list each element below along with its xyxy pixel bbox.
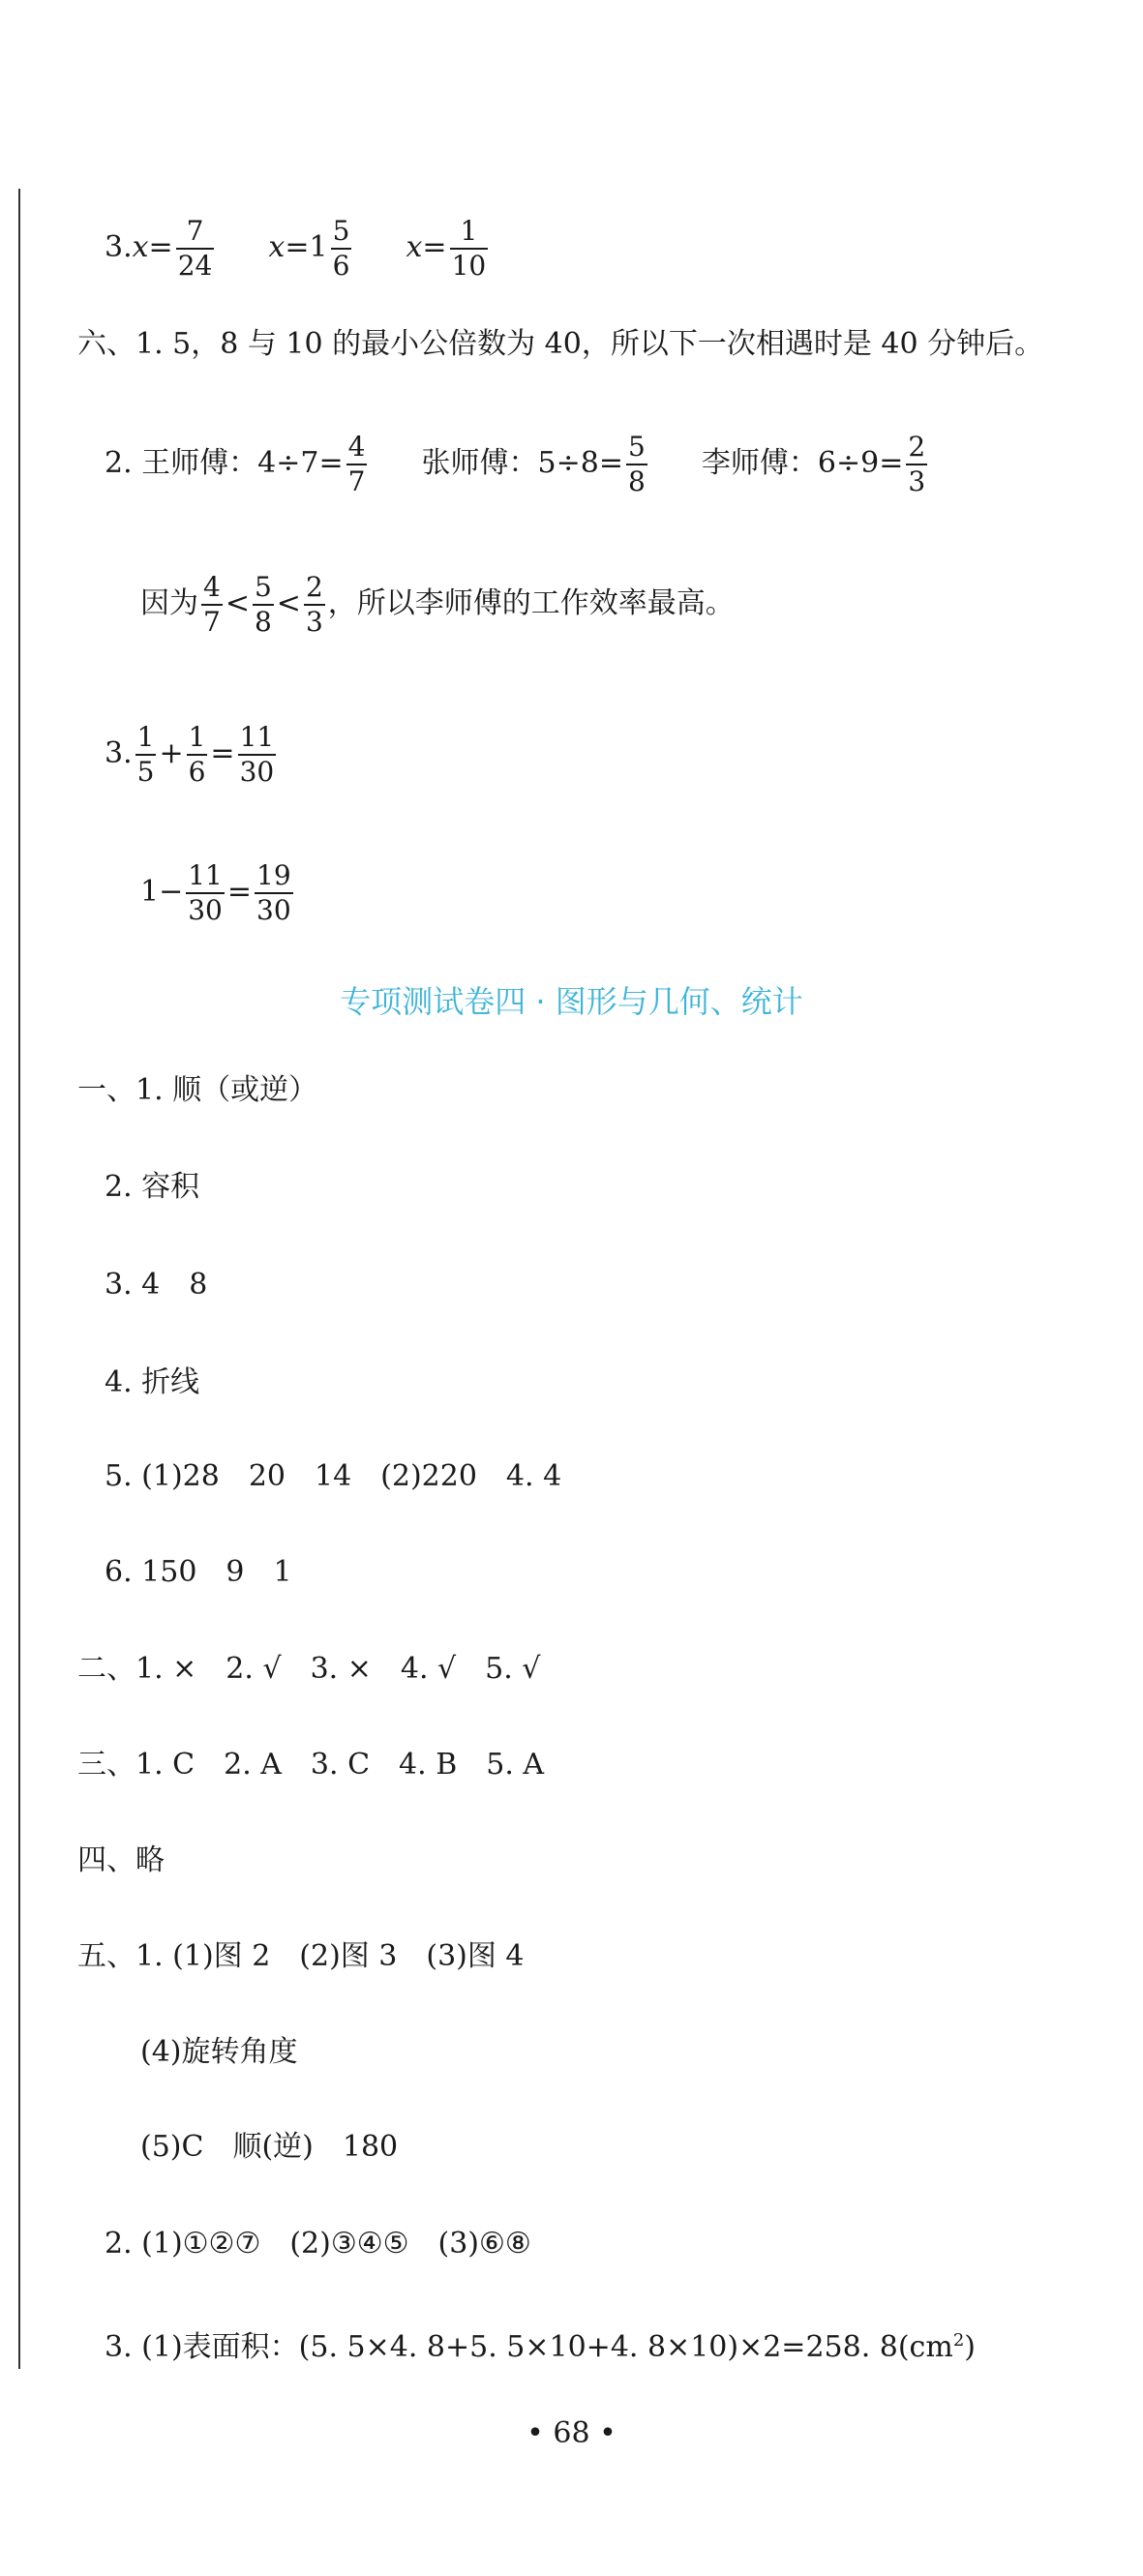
fraction: $\frac{19}{30}$ xyxy=(256,859,291,926)
answer-line: 一、1. 顺（或逆） xyxy=(77,1073,318,1107)
answer-line-surface-area: 3. (1)表面积：(5. 5×4. 8+5. 5×10+4. 8×10)×2=258. $8(cm^2)$ xyxy=(105,2330,976,2364)
fraction: $\frac{7}{24}$ xyxy=(177,215,213,282)
answer-six-3: 3. $\frac{1}{5}$ + $\frac{1}{6}$ = $\frac{11}{30}$ xyxy=(105,721,275,788)
fraction: $\frac{4}{7}$ xyxy=(203,571,221,638)
fraction: $\frac{1}{6}$ xyxy=(188,721,206,788)
answer-line: 2. (1)①②⑦ (2)③④⑤ (3)⑥⑧ xyxy=(105,2227,531,2261)
fraction: $\frac{5}{8}$ xyxy=(254,571,272,638)
answer-line: (4)旋转角度 xyxy=(140,2035,298,2069)
answer-line: 3. 4 8 xyxy=(105,1268,208,1302)
answer-line: (5)C 顺(逆) 180 xyxy=(140,2130,399,2164)
answer-line: 2. 容积 xyxy=(105,1170,200,1204)
fraction: $\frac{2}{3}$ xyxy=(908,431,926,497)
answer-line: 二、1. × 2. √ 3. × 4. √ 5. √ xyxy=(77,1652,541,1686)
fraction: $\frac{5}{6}$ xyxy=(332,215,350,282)
answer-line: 6. 150 9 1 xyxy=(105,1555,292,1589)
answer-line: 三、1. C 2. A 3. C 4. B 5. A xyxy=(77,1748,545,1782)
fraction: $\frac{4}{7}$ xyxy=(347,431,366,497)
answer-six-3-remainder: 1− $\frac{11}{30}$ = $\frac{19}{30}$ xyxy=(140,859,291,926)
fraction: $\frac{11}{30}$ xyxy=(188,859,223,926)
answer-six-2: 2. 王师傅：4÷7= $\frac{4}{7}$ 张师傅：5÷8= $\frac{5}{8}$ 李师傅：6÷9= $\frac{2}{3}$ xyxy=(105,431,926,497)
answer-line: 5. (1)28 20 14 (2)220 4. 4 xyxy=(105,1459,562,1493)
equation-line-x-values: 3.x= $\frac{7}{24}$ x=1 $\frac{5}{6}$ x= $\frac{1}{10}$ xyxy=(105,215,487,282)
answer-line: 四、略 xyxy=(77,1843,165,1877)
page-number: • 68 • xyxy=(526,2416,617,2450)
fraction: $\frac{2}{3}$ xyxy=(305,571,323,638)
answer-line: 4. 折线 xyxy=(105,1365,200,1399)
section-title: 专项测试卷四 · 图形与几何、统计 xyxy=(340,983,803,1020)
fraction: $\frac{1}{5}$ xyxy=(136,721,155,788)
fraction: $\frac{1}{10}$ xyxy=(451,215,487,282)
fraction: $\frac{11}{30}$ xyxy=(239,721,275,788)
answer-six-2-conclusion: 因为 $\frac{4}{7}$ < $\frac{5}{8}$ < $\frac{2}{3}$ ，所以李师傅的工作效率最高。 xyxy=(140,571,735,638)
answer-line: 五、1. (1)图 2 (2)图 3 (3)图 4 xyxy=(77,1939,525,1973)
answer-six-1: 六、1. 5，8 与 10 的最小公倍数为 40，所以下一次相遇时是 40 分钟后。 xyxy=(77,327,1044,361)
fraction: $\frac{5}{8}$ xyxy=(627,431,646,497)
left-margin-rule xyxy=(18,189,20,2369)
